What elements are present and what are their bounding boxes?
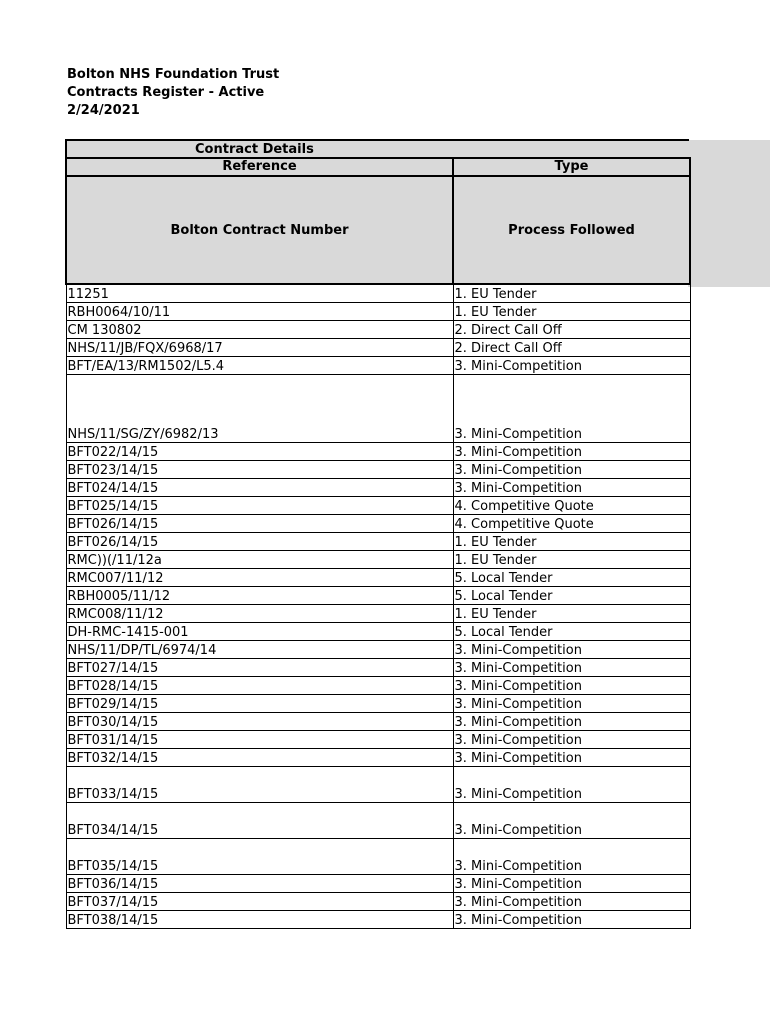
contract-number-cell: BFT026/14/15 xyxy=(66,515,453,533)
process-followed-cell: 3. Mini-Competition xyxy=(453,695,690,713)
process-followed-cell: 4. Competitive Quote xyxy=(453,497,690,515)
table-row xyxy=(66,839,690,875)
table-body xyxy=(66,284,690,929)
process-followed-cell: 3. Mini-Competition xyxy=(453,803,690,839)
organisation-name: Bolton NHS Foundation Trust xyxy=(67,67,280,82)
contract-number-cell: BFT027/14/15 xyxy=(66,659,453,677)
contract-number-cell: BFT029/14/15 xyxy=(66,695,453,713)
table-row xyxy=(66,515,690,533)
contract-number-cell: BFT026/14/15 xyxy=(66,533,453,551)
process-followed-cell: 1. EU Tender xyxy=(453,303,690,321)
contract-number-cell: BFT038/14/15 xyxy=(66,911,453,929)
contract-number-cell: RMC))(/11/12a xyxy=(66,551,453,569)
contract-number-cell: CM 130802 xyxy=(66,321,453,339)
process-followed-cell: 3. Mini-Competition xyxy=(453,357,690,375)
column-header-process-followed: Process Followed xyxy=(453,176,690,284)
table-row xyxy=(66,803,690,839)
table-row xyxy=(66,569,690,587)
table-row xyxy=(66,641,690,659)
contract-number-cell: BFT033/14/15 xyxy=(66,767,453,803)
table-row xyxy=(66,533,690,551)
process-followed-cell: 3. Mini-Competition xyxy=(453,767,690,803)
process-followed-cell: 3. Mini-Competition xyxy=(453,461,690,479)
group-header-reference: Reference xyxy=(66,158,453,176)
contract-number-cell: BFT024/14/15 xyxy=(66,479,453,497)
table-row xyxy=(66,321,690,339)
process-followed-cell: 1. EU Tender xyxy=(453,284,690,303)
table-row xyxy=(66,731,690,749)
process-followed-cell: 2. Direct Call Off xyxy=(453,321,690,339)
process-followed-cell: 3. Mini-Competition xyxy=(453,911,690,929)
process-followed-cell: 3. Mini-Competition xyxy=(453,659,690,677)
contract-number-cell: BFT025/14/15 xyxy=(66,497,453,515)
process-followed-cell: 3. Mini-Competition xyxy=(453,443,690,461)
process-followed-cell: 1. EU Tender xyxy=(453,551,690,569)
contract-number-cell: BFT031/14/15 xyxy=(66,731,453,749)
process-followed-cell: 5. Local Tender xyxy=(453,587,690,605)
process-followed-cell: 3. Mini-Competition xyxy=(453,375,690,443)
contract-number-cell: BFT037/14/15 xyxy=(66,893,453,911)
contract-number-cell: BFT032/14/15 xyxy=(66,749,453,767)
process-followed-cell: 3. Mini-Competition xyxy=(453,839,690,875)
table-row xyxy=(66,479,690,497)
table-row xyxy=(66,461,690,479)
contract-number-cell: 11251 xyxy=(66,284,453,303)
table-row xyxy=(66,605,690,623)
section-title: Contract Details xyxy=(65,139,689,157)
contract-number-cell: BFT030/14/15 xyxy=(66,713,453,731)
table-row xyxy=(66,339,690,357)
table-row xyxy=(66,767,690,803)
table-row xyxy=(66,911,690,929)
contract-number-cell: RMC008/11/12 xyxy=(66,605,453,623)
register-title: Contracts Register - Active xyxy=(67,85,265,100)
table-row xyxy=(66,749,690,767)
contract-number-cell: BFT/EA/13/RM1502/L5.4 xyxy=(66,357,453,375)
contracts-table xyxy=(65,157,691,929)
table-row xyxy=(66,695,690,713)
process-followed-cell: 3. Mini-Competition xyxy=(453,731,690,749)
contract-number-cell: NHS/11/JB/FQX/6968/17 xyxy=(66,339,453,357)
contract-number-cell: BFT023/14/15 xyxy=(66,461,453,479)
contract-number-cell: BFT022/14/15 xyxy=(66,443,453,461)
process-followed-cell: 3. Mini-Competition xyxy=(453,479,690,497)
table-row xyxy=(66,284,690,303)
table-row xyxy=(66,677,690,695)
table-row xyxy=(66,497,690,515)
group-header-type: Type xyxy=(453,158,690,176)
table-row xyxy=(66,303,690,321)
column-header-contract-number: Bolton Contract Number xyxy=(66,176,453,284)
table-row xyxy=(66,713,690,731)
contract-number-cell: BFT035/14/15 xyxy=(66,839,453,875)
contract-number-cell: DH-RMC-1415-001 xyxy=(66,623,453,641)
process-followed-cell: 4. Competitive Quote xyxy=(453,515,690,533)
contract-number-cell: RMC007/11/12 xyxy=(66,569,453,587)
contract-number-cell: BFT036/14/15 xyxy=(66,875,453,893)
document-header xyxy=(67,66,279,120)
process-followed-cell: 3. Mini-Competition xyxy=(453,893,690,911)
table-row xyxy=(66,357,690,375)
table-row xyxy=(66,875,690,893)
table-row xyxy=(66,659,690,677)
table-row xyxy=(66,893,690,911)
contract-number-cell: NHS/11/SG/ZY/6982/13 xyxy=(66,375,453,443)
contract-number-cell: RBH0064/10/11 xyxy=(66,303,453,321)
contracts-sheet xyxy=(65,139,689,929)
process-followed-cell: 1. EU Tender xyxy=(453,533,690,551)
table-row xyxy=(66,551,690,569)
table-row xyxy=(66,587,690,605)
process-followed-cell: 2. Direct Call Off xyxy=(453,339,690,357)
process-followed-cell: 5. Local Tender xyxy=(453,623,690,641)
process-followed-cell: 3. Mini-Competition xyxy=(453,641,690,659)
register-date: 2/24/2021 xyxy=(67,103,140,118)
process-followed-cell: 3. Mini-Competition xyxy=(453,713,690,731)
process-followed-cell: 1. EU Tender xyxy=(453,605,690,623)
contract-number-cell: NHS/11/DP/TL/6974/14 xyxy=(66,641,453,659)
contract-number-cell: BFT034/14/15 xyxy=(66,803,453,839)
header-fill-extension xyxy=(688,140,770,287)
process-followed-cell: 3. Mini-Competition xyxy=(453,677,690,695)
contract-number-cell: RBH0005/11/12 xyxy=(66,587,453,605)
contract-number-cell: BFT028/14/15 xyxy=(66,677,453,695)
table-row xyxy=(66,443,690,461)
process-followed-cell: 3. Mini-Competition xyxy=(453,749,690,767)
process-followed-cell: 3. Mini-Competition xyxy=(453,875,690,893)
process-followed-cell: 5. Local Tender xyxy=(453,569,690,587)
table-row xyxy=(66,375,690,443)
table-row xyxy=(66,623,690,641)
